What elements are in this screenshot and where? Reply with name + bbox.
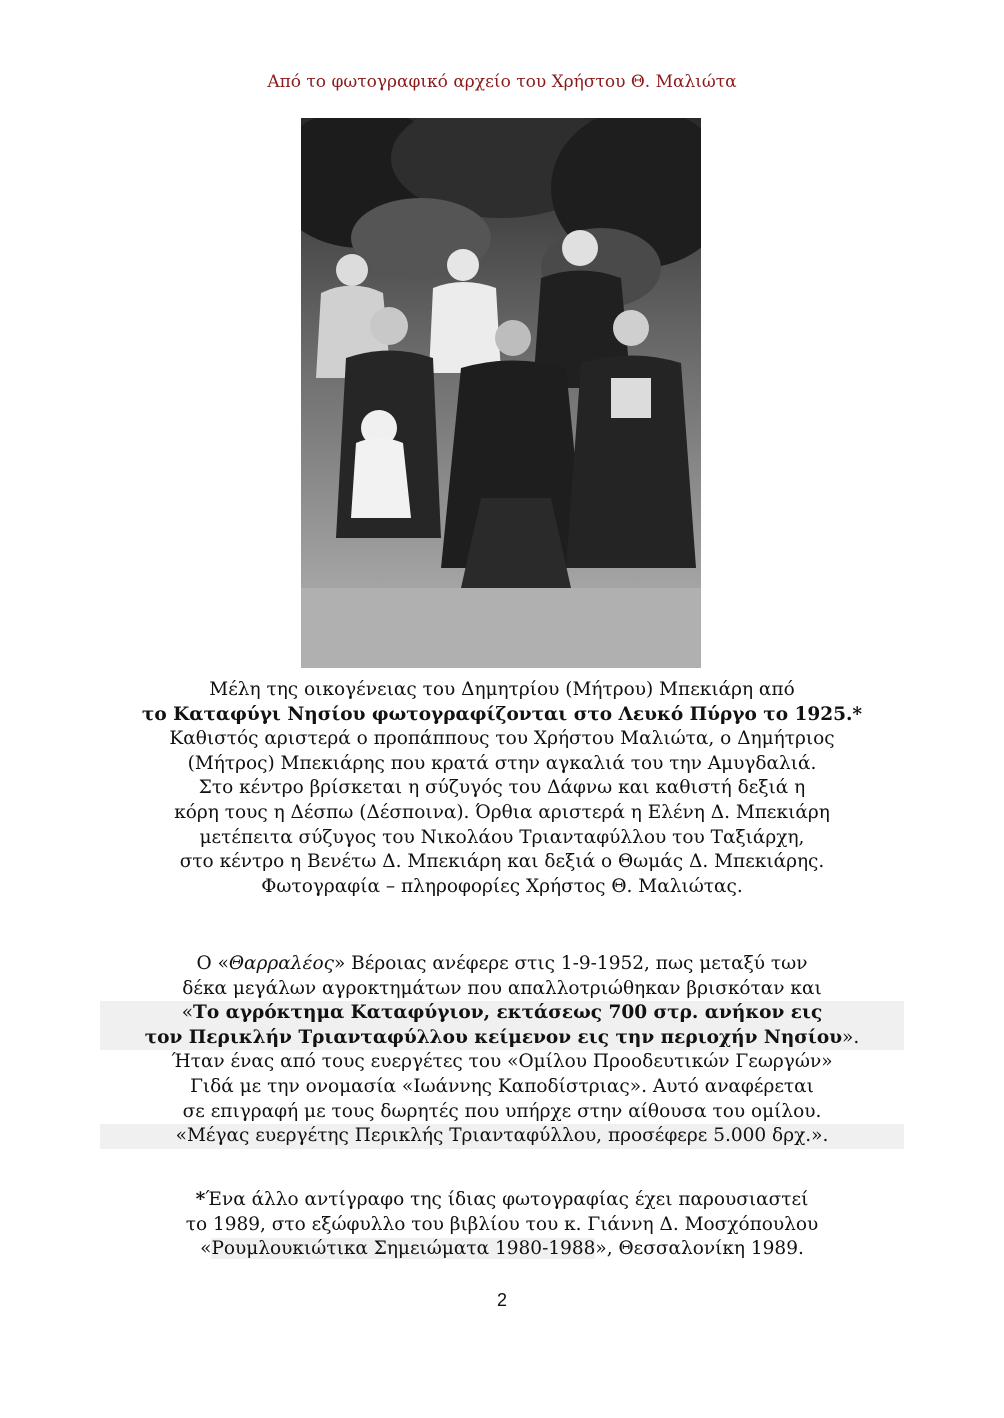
text: », Θεσσαλονίκη 1989. <box>595 1238 804 1260</box>
caption-line: Στο κέντρο βρίσκεται η σύζυγός του Δάφνω και καθιστή δεξιά η <box>198 777 806 799</box>
text: « <box>200 1238 212 1260</box>
caption-line: Φωτογραφία – πληροφορίες Χρήστος Θ. Μαλιώτας. <box>261 875 743 897</box>
family-photo <box>301 118 701 668</box>
paragraph-line <box>100 1001 904 1026</box>
newspaper-name: Θαρραλέος <box>228 953 334 974</box>
page-number: 2 <box>496 1290 507 1310</box>
caption-line: στο κέντρο η Βενέτω Δ. Μπεκιάρη και δεξιά ο Θωμάς Δ. Μπεκιάρης. <box>179 851 825 873</box>
paragraph-line <box>100 1026 904 1051</box>
note-line <box>100 1188 904 1213</box>
paragraph-line: «Μέγας ευεργέτης Περικλής Τριανταφύλλου, προσέφερε 5.000 δρχ.». <box>100 1124 904 1149</box>
note-line <box>100 1237 904 1262</box>
text: Ο « <box>196 953 229 974</box>
paragraph-line: σε επιγραφή με τους δωρητές που υπήρχε στην αίθουσα του ομίλου. <box>182 1100 822 1122</box>
caption-line: μετέπειτα σύζυγος του Νικολάου Τριανταφύλλου του Ταξιάρχη, <box>199 826 805 848</box>
text: ». <box>842 1026 860 1048</box>
note-line: το 1989, στο εξώφυλλο του βιβλίου του κ. Γιάννη Δ. Μοσχόπουλου <box>185 1213 819 1235</box>
caption-line: Μέλη της οικογένειας του Δημητρίου (Μήτρου) Μπεκιάρη από <box>209 679 795 700</box>
photo-caption <box>100 678 904 899</box>
body-paragraph <box>100 952 904 1149</box>
caption-line: (Μήτρος) Μπεκιάρης που κρατά στην αγκαλιά του την Αμυγδαλιά. <box>187 752 817 774</box>
paragraph-line: Ήταν ένας από τους ευεργέτες του «Ομίλου Προοδευτικών Γεωργών» <box>171 1051 833 1073</box>
caption-line-bold: το Καταφύγι Νησίου φωτογραφίζονται στο Λευκό Πύργο το 1925.* <box>141 703 863 725</box>
family-photo-icon <box>301 118 701 668</box>
caption-line: κόρη τους η Δέσπω (Δέσποινα). Όρθια αριστερά η Ελένη Δ. Μπεκιάρη <box>174 801 830 823</box>
text: » Βέροιας ανέφερε στις 1-9-1952, πως μεταξύ των <box>333 953 808 974</box>
caption-line: Καθιστός αριστερά ο προπάππους του Χρήστου Μαλιώτα, ο Δημήτριος <box>169 728 835 750</box>
quote-bold: Το αγρόκτημα Καταφύγιον, εκτάσεως 700 στρ. ανήκον εις <box>193 1002 823 1024</box>
paragraph-line: Γιδά με την ονομασία «Ιωάννης Καποδίστριας». Αυτό αναφέρεται <box>190 1075 814 1097</box>
book-title: Ρουμλουκιώτικα Σημειώματα 1980-1988 <box>211 1238 596 1260</box>
paragraph-line <box>100 952 904 977</box>
footnote <box>100 1188 904 1262</box>
footnote-star: * <box>195 1189 206 1210</box>
quote-bold: τον Περικλήν Τριανταφύλλου κείμενον εις την περιοχήν Νησίου <box>144 1026 843 1048</box>
text: Ένα άλλο αντίγραφο της ίδιας φωτογραφίας έχει παρουσιαστεί <box>205 1189 809 1210</box>
archive-header: Από το φωτογραφικό αρχείο του Χρήστου Θ. Μαλιώτα <box>267 72 737 92</box>
paragraph-line: δέκα μεγάλων αγροκτημάτων που απαλλοτριώθηκαν βρισκόταν και <box>182 977 822 999</box>
text: « <box>181 1002 194 1024</box>
